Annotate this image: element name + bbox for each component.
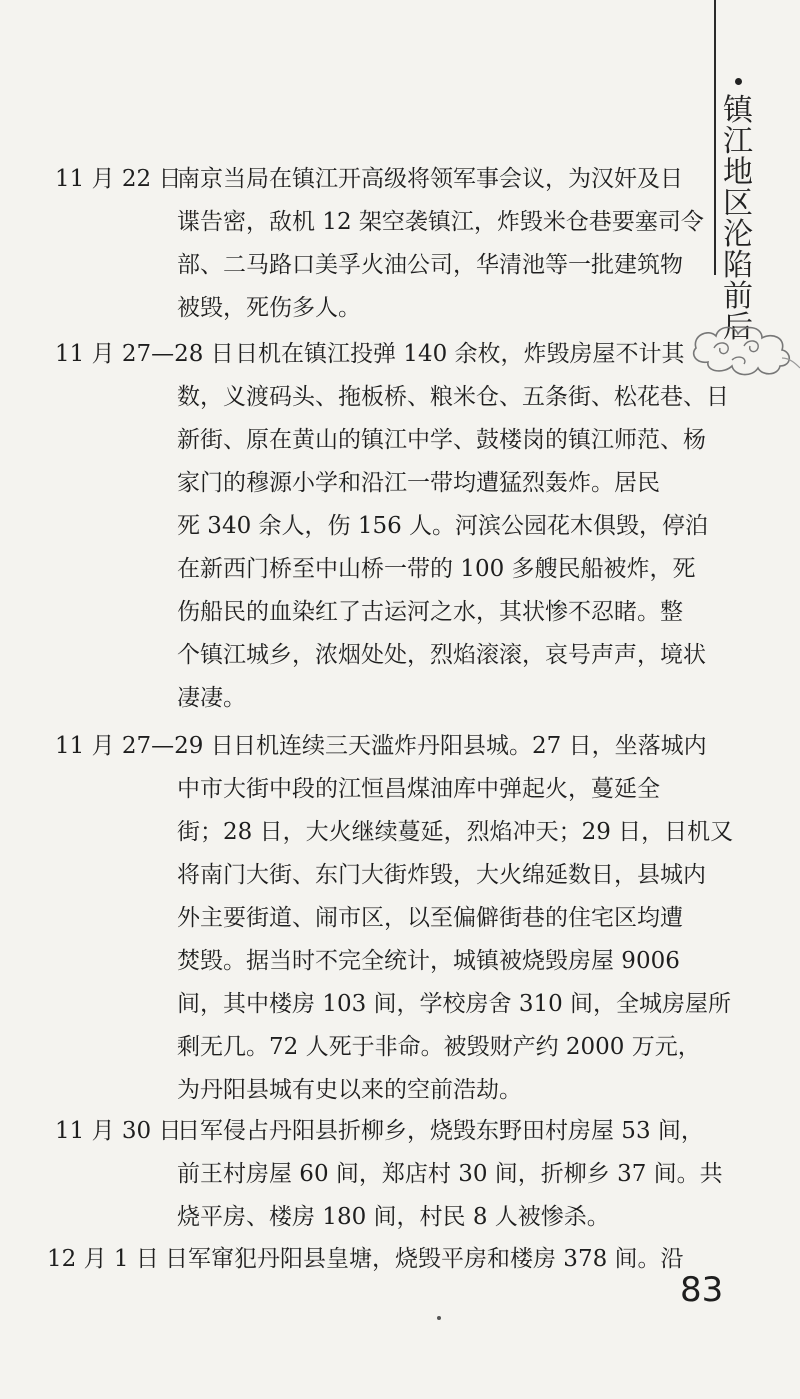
entry-text-line: 家门的穆源小学和沿江一带均遭猛烈轰炸。居民	[177, 470, 660, 496]
entry-text-line: 日机连续三天滥炸丹阳县城。27 日，坐落城内	[233, 733, 707, 759]
entry-text-line: 将南门大街、东门大街炸毁，大火绵延数日，县城内	[177, 862, 706, 888]
entry-text-line: 烧平房、楼房 180 间，村民 8 人被惨杀。	[177, 1204, 610, 1230]
entry-text-line: 间，其中楼房 103 间，学校房舍 310 间，全城房屋所	[177, 991, 732, 1017]
entry-date: 11 月 30 日	[55, 1118, 182, 1144]
entry-text-line: 中市大街中段的江恒昌煤油库中弹起火，蔓延全	[177, 776, 660, 802]
entry-text-line: 日机在镇江投弹 140 余枚，炸毁房屋不计其	[235, 341, 685, 367]
running-head	[721, 78, 755, 343]
entry-text-line: 凄凄。	[177, 685, 246, 711]
running-head-char: 镇	[723, 93, 753, 128]
entry-text-line: 被毁，死伤多人。	[177, 295, 361, 321]
entry-text-line: 前王村房屋 60 间，郑店村 30 间，折柳乡 37 间。共	[177, 1161, 723, 1187]
entry-text-line: 个镇江城乡，浓烟处处，烈焰滚滚，哀号声声，境状	[177, 642, 706, 668]
side-rule	[714, 0, 716, 275]
entry-text-line: 日军窜犯丹阳县皇塘，烧毁平房和楼房 378 间。沿	[165, 1246, 684, 1272]
entry-date: 11 月 27—29 日	[55, 733, 234, 759]
entry-text-line: 街；28 日，大火继续蔓延，烈焰冲天；29 日，日机又	[177, 819, 734, 845]
entry-text-line: 为丹阳县城有史以来的空前浩劫。	[177, 1077, 522, 1103]
entry-text-line: 部、二马路口美孚火油公司，华清池等一批建筑物	[177, 252, 683, 278]
running-head-char: 后	[723, 310, 753, 345]
entry-text-line: 南京当局在镇江开高级将领军事会议，为汉奸及日	[177, 166, 683, 192]
entry-text-line: 外主要街道、闹市区，以至偏僻街巷的住宅区均遭	[177, 905, 683, 931]
running-head-char: 陷	[723, 248, 753, 283]
running-head-char: 地	[723, 155, 753, 190]
cloud-ornament-icon	[688, 318, 800, 382]
entry-text-line: 伤船民的血染红了古运河之水，其状惨不忍睹。整	[177, 599, 683, 625]
print-speck	[437, 1316, 441, 1320]
entry-date: 12 月 1 日	[47, 1246, 159, 1272]
entry-text-line: 谍告密，敌机 12 架空袭镇江，炸毁米仓巷要塞司令	[177, 209, 704, 235]
running-head-char: 江	[723, 124, 753, 159]
entry-text-line: 新街、原在黄山的镇江中学、鼓楼岗的镇江师范、杨	[177, 427, 706, 453]
entry-text-line: 剩无几。72 人死于非命。被毁财产约 2000 万元，	[177, 1034, 701, 1060]
running-head-char: 前	[723, 279, 753, 314]
entry-text-line: 死 340 余人，伤 156 人。河滨公园花木俱毁，停泊	[177, 513, 709, 539]
entry-text-line: 数，义渡码头、拖板桥、粮米仓、五条街、松花巷、日	[177, 384, 729, 410]
entry-text-line: 在新西门桥至中山桥一带的 100 多艘民船被炸，死	[177, 556, 696, 582]
bullet-dot	[735, 78, 742, 85]
entry-date: 11 月 22 日	[55, 166, 182, 192]
running-head-char: 区	[723, 186, 753, 221]
page-number: 83	[680, 1270, 724, 1310]
entry-text-line: 焚毁。据当时不完全统计，城镇被烧毁房屋 9006	[177, 948, 680, 974]
entry-date: 11 月 27—28 日	[55, 341, 234, 367]
entry-text-line: 日军侵占丹阳县折柳乡，烧毁东野田村房屋 53 间，	[177, 1118, 704, 1144]
running-head-char: 沦	[723, 217, 753, 252]
